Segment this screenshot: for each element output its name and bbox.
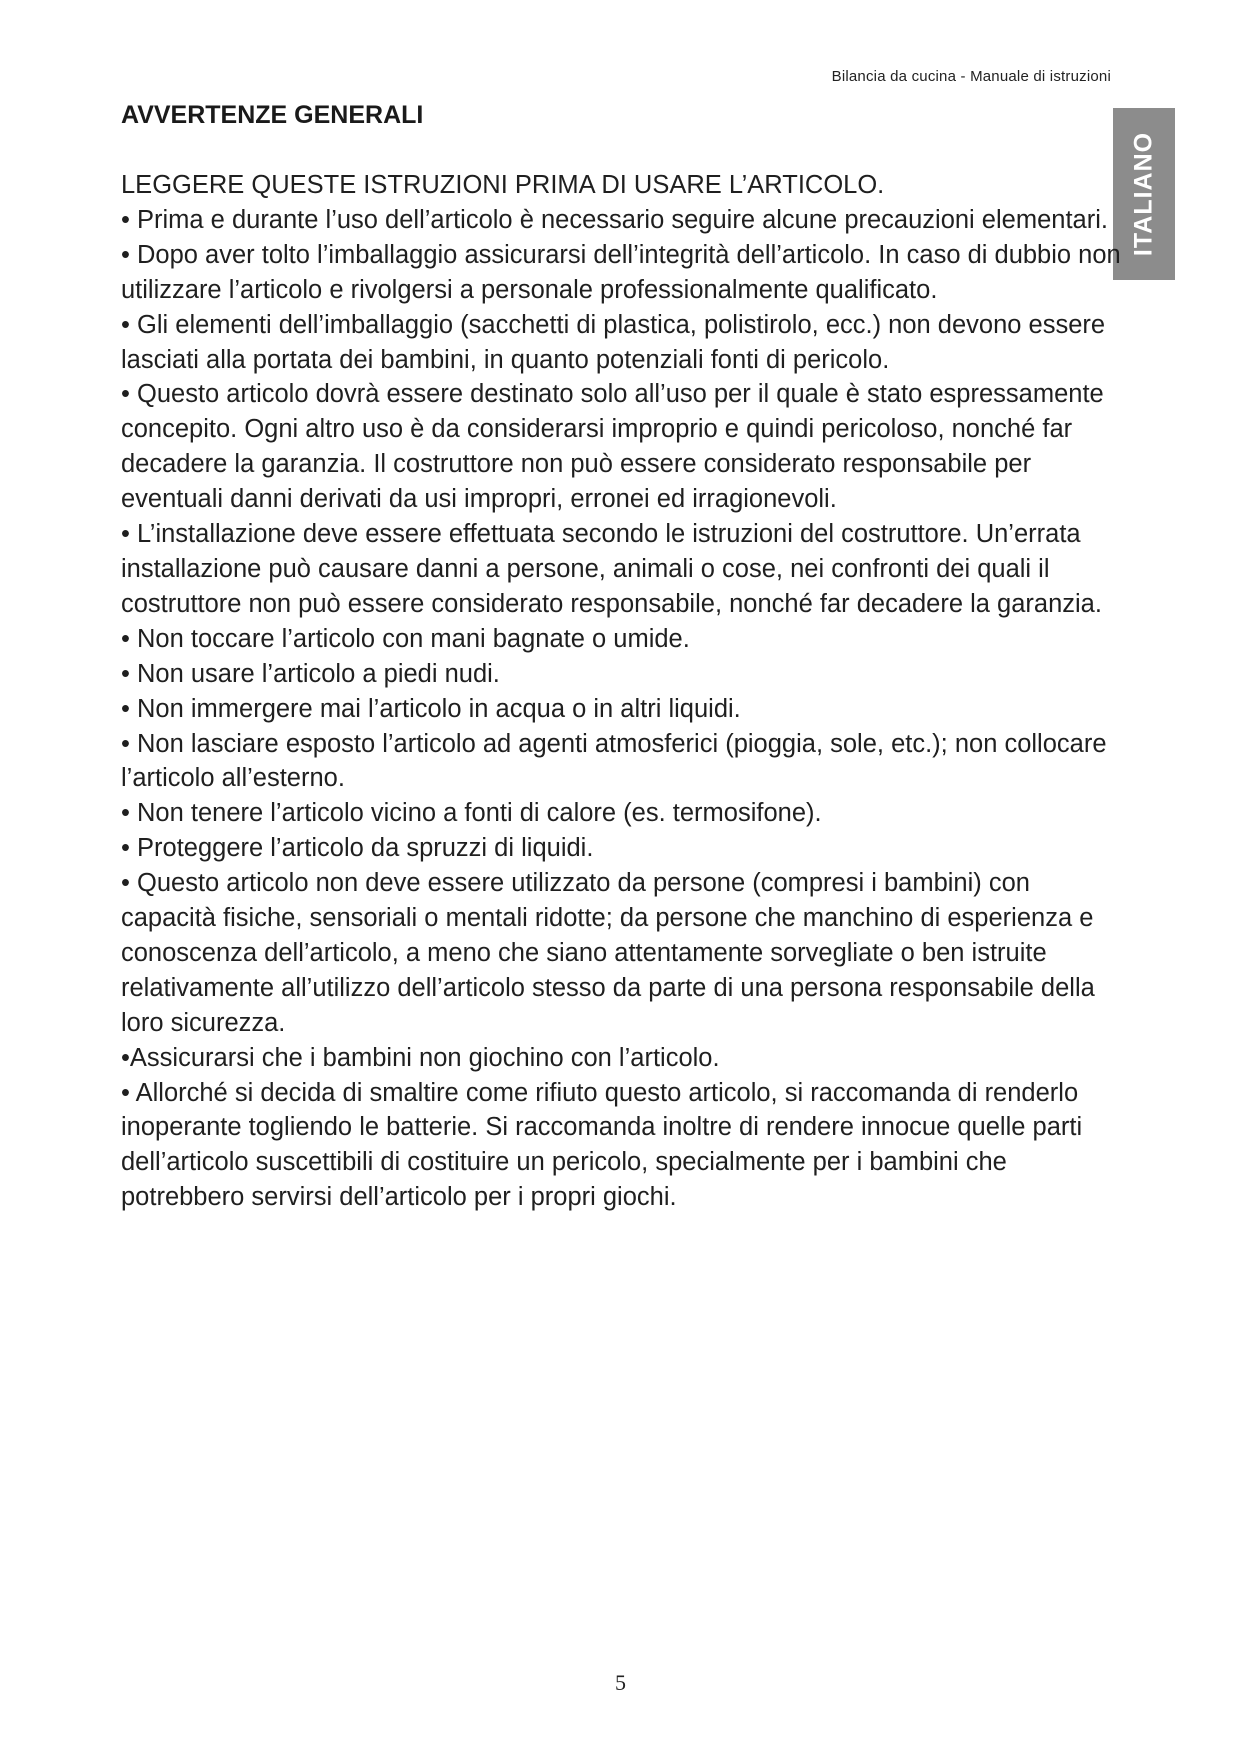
warning-item: • Proteggere l’articolo da spruzzi di liquidi. [121, 834, 594, 863]
warning-item: • Allorché si decida di smaltire come rifiuto questo articolo, si raccomanda di renderlo inoperante togliendo le batterie. Si raccomanda inoltre di rendere innocue quelle parti dell’articolo suscettibili di costituire un pericolo, specialmente per i bambini che potrebbero servirsi dell’articolo per i propri giochi. [121, 1078, 1083, 1212]
section-title: AVVERTENZE GENERALI [121, 101, 424, 129]
page-number: 5 [615, 1670, 626, 1695]
warning-item: • Dopo aver tolto l’imballaggio assicurarsi dell’integrità dell’articolo. In caso di dubbio non utilizzare l’articolo e rivolgersi a personale professionalmente qualificato. [121, 240, 1121, 304]
warnings-lead: LEGGERE QUESTE ISTRUZIONI PRIMA DI USARE L’ARTICOLO. [121, 171, 885, 199]
warning-item: • Gli elementi dell’imballaggio (sacchetti di plastica, polistirolo, ecc.) non devono essere lasciati alla portata dei bambini, in quanto potenziali fonti di pericolo. [121, 310, 1106, 374]
warning-item: • Non lasciare esposto l’articolo ad agenti atmosferici (pioggia, sole, etc.); non collocare l’articolo all’esterno. [121, 729, 1107, 793]
running-header: Bilancia da cucina - Manuale di istruzioni [831, 68, 1111, 85]
warning-item: • Non immergere mai l’articolo in acqua o in altri liquidi. [121, 694, 741, 723]
warning-item: • Questo articolo non deve essere utilizzato da persone (compresi i bambini) con capacità fisiche, sensoriali o mentali ridotte; da persone che manchino di esperienza e conoscenza dell’articolo, a meno che siano attentamente sorvegliate o ben istruite relativamente all’utilizzo dell’articolo stesso da parte di una persona responsabile della loro sicurezza. [121, 869, 1095, 1037]
warning-item: • Non toccare l’articolo con mani bagnate o umide. [121, 624, 690, 653]
warning-item: • Prima e durante l’uso dell’articolo è necessario seguire alcune precauzioni elementari. [121, 205, 1108, 234]
language-tab-label: ITALIANO [1129, 131, 1158, 257]
warning-item: • Questo articolo dovrà essere destinato solo all’uso per il quale è stato espressamente concepito. Ogni altro uso è da considerarsi improprio e quindi pericoloso, nonché far decadere la garanzia. Il costruttore non può essere considerato responsabile per eventuali danni derivati da usi impropri, erronei ed irragionevoli. [121, 380, 1104, 514]
warnings-body [121, 168, 1131, 1215]
warning-item: • L’installazione deve essere effettuata secondo le istruzioni del costruttore. Un’errata installazione può causare danni a persone, animali o cose, nei confronti dei quali il costruttore non può essere considerato responsabile, nonché far decadere la garanzia. [121, 520, 1102, 618]
warning-item: •Assicurarsi che i bambini non giochino con l’articolo. [121, 1043, 720, 1072]
warning-item: • Non usare l’articolo a piedi nudi. [121, 659, 500, 688]
warning-item: • Non tenere l’articolo vicino a fonti di calore (es. termosifone). [121, 799, 822, 828]
